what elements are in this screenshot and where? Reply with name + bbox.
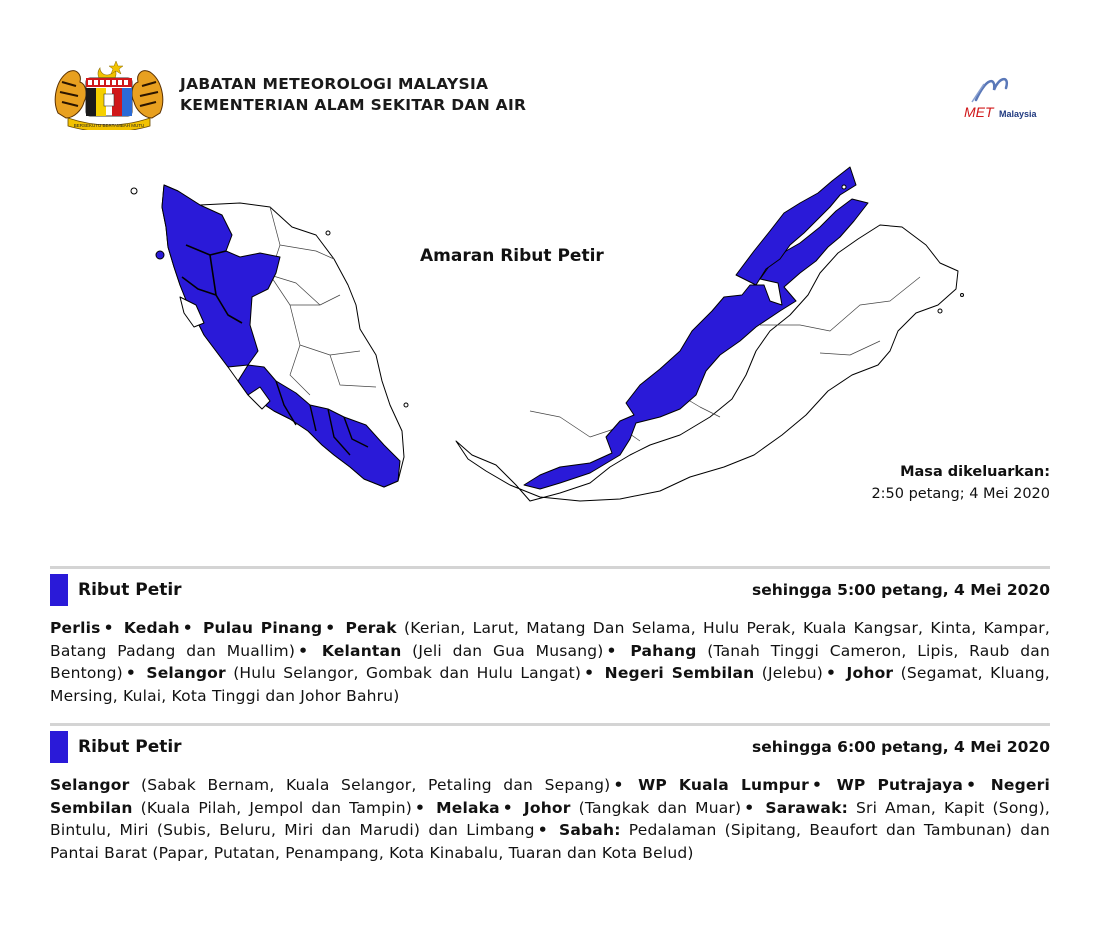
section-divider <box>50 566 1050 569</box>
area-detail: (Tanah Tinggi Cameron, Lipis, Raub dan Bentong) <box>50 641 1050 682</box>
area-detail: (Jeli dan Gua Musang) <box>412 641 604 660</box>
area-detail: Sri Aman, Kapit (Song), Bintulu, Miri (Subis, Beluru, Miri dan Marudi) dan Limbang <box>50 798 1050 839</box>
header <box>48 58 1058 133</box>
area-detail: (Hulu Selangor, Gombak dan Hulu Langat) <box>233 664 582 682</box>
warning-type: Ribut Petir <box>78 580 182 600</box>
area-state: Johor <box>523 798 571 817</box>
warning-color-bar <box>50 574 68 606</box>
area-state: Kedah <box>123 619 180 637</box>
issued-value: 2:50 petang; 4 Mei 2020 <box>871 486 1050 502</box>
crest-motto: BERSEKUTU BERTAMBAH MUTU <box>73 123 145 128</box>
area-state: Melaka <box>436 798 500 817</box>
area-detail: (Kuala Pilah, Jempol dan Tampin) <box>140 798 413 817</box>
area-state: Sabah: <box>558 821 621 839</box>
peninsular-malaysia <box>131 185 408 487</box>
section-divider <box>50 723 1050 726</box>
agency-name: JABATAN METEOROLOGI MALAYSIA <box>180 75 489 93</box>
department-names <box>180 74 526 116</box>
map-title: Amaran Ribut Petir <box>420 246 604 266</box>
issued-label: Masa dikeluarkan: <box>900 464 1050 480</box>
issued-time <box>871 461 1050 505</box>
section-header <box>50 730 1050 764</box>
section-header <box>50 573 1050 607</box>
area-detail: Pedalaman (Sipitang, Beaufort dan Tambunan) dan Pantai Barat (Papar, Putatan, Penampang, Kota Kinabalu, Tuaran dan Kota Belud) <box>50 821 1050 862</box>
area-state: Kelantan <box>321 641 402 660</box>
area-state: WP Kuala Lumpur <box>638 776 809 794</box>
area-detail: (Kerian, Larut, Matang Dan Selama, Hulu Perak, Kuala Kangsar, Kinta, Kampar, Batang Padang dan Muallim) <box>50 619 1050 660</box>
area-state: Negeri Sembilan <box>50 776 1050 817</box>
area-state: Selangor <box>50 776 130 794</box>
warning-until: sehingga 6:00 petang, 4 Mei 2020 <box>752 738 1050 756</box>
area-state: WP Putrajaya <box>836 776 964 794</box>
area-state: Pulau Pinang <box>202 619 323 637</box>
area-state: Perlis <box>50 619 101 637</box>
coat-of-arms-icon <box>48 58 170 130</box>
warning-color-bar <box>50 731 68 763</box>
area-state: Sarawak: <box>765 798 848 817</box>
warning-type: Ribut Petir <box>78 737 182 757</box>
area-state: Pahang <box>630 641 697 660</box>
met-logo-subtext: Malaysia <box>999 109 1037 119</box>
warning-section-1 <box>50 566 1050 707</box>
east-malaysia <box>456 167 964 501</box>
warning-areas: Perlis • Kedah • Pulau Pinang • Perak (Kerian, Larut, Matang Dan Selama, Hulu Perak, Kuala Kangsar, Kinta, Kampar, Batang Padang dan Muallim) • Kelantan (Jeli dan Gua Musang) • Pahang (Tanah Tinggi Cameron, Lipis, Raub dan Bentong) • Selangor (Hulu Selangor, Gombak dan Hulu Langat) • Negeri Sembilan (Jelebu) • Johor (Segamat, Kluang, Mersing, Kulai, Kota Tinggi dan Johor Bahru) <box>50 619 1050 705</box>
met-logo-text: MET <box>964 104 994 120</box>
warning-until: sehingga 5:00 petang, 4 Mei 2020 <box>752 581 1050 599</box>
malaysia-warning-map <box>120 155 980 515</box>
warning-areas: Selangor (Sabak Bernam, Kuala Selangor, Petaling dan Sepang) • WP Kuala Lumpur • WP Putrajaya • Negeri Sembilan (Kuala Pilah, Jempol dan Tampin) • Melaka • Johor (Tangkak dan Muar) • Sarawak: Sri Aman, Kapit (Song), Bintulu, Miri (Subis, Beluru, Miri dan Marudi) dan Limbang • Sabah: Pedalaman (Sipitang, Beaufort dan Tambunan) dan Pantai Barat (Papar, Putatan, Penampang, Kota Kinabalu, Tuaran dan Kota Belud) <box>50 776 1050 862</box>
area-detail: (Segamat, Kluang, Mersing, Kulai, Kota Tinggi dan Johor Bahru) <box>50 664 1050 705</box>
warning-section-2 <box>50 723 1050 864</box>
ministry-name: KEMENTERIAN ALAM SEKITAR DAN AIR <box>180 96 527 114</box>
area-state: Negeri Sembilan <box>604 664 755 682</box>
area-state: Perak <box>345 619 397 637</box>
area-detail: (Sabak Bernam, Kuala Selangor, Petaling dan Sepang) <box>141 776 611 794</box>
area-state: Johor <box>846 664 894 682</box>
area-detail: (Jelebu) <box>761 664 824 682</box>
area-state: Selangor <box>146 664 226 682</box>
met-malaysia-logo-icon <box>936 68 1046 128</box>
area-detail: (Tangkak dan Muar) <box>578 798 742 817</box>
